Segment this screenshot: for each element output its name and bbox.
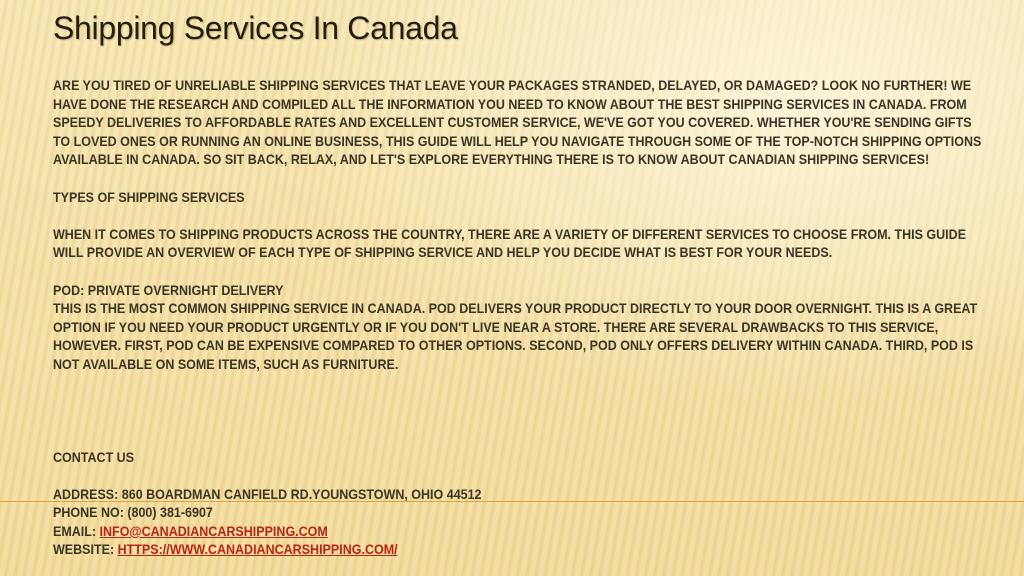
email-link[interactable]: INFO@CANADIANCARSHIPPING.COM — [99, 523, 328, 539]
email-label: EMAIL: — [53, 523, 100, 539]
contact-address: ADDRESS: 860 BOARDMAN CANFIELD RD.YOUNGSTOWN, OHIO 44512 — [53, 486, 482, 502]
types-heading: TYPES OF SHIPPING SERVICES — [53, 189, 245, 205]
website-label: WEBSITE: — [53, 542, 118, 558]
contact-email-line — [53, 523, 987, 542]
types-paragraph: WHEN IT COMES TO SHIPPING PRODUCTS ACROSS THE COUNTRY, THERE ARE A VARIETY OF DIFFERENT SERVICES TO CHOOSE FROM. THIS GUIDE WILL PROVIDE AN OVERVIEW OF EACH TYPE OF SHIPPING SERVICE AND HELP YOU DECIDE WHAT IS BEST FOR YOUR NEEDS. — [53, 226, 967, 261]
contact-phone: PHONE NO: (800) 381-6907 — [53, 505, 213, 521]
contact-heading: CONTACT US — [53, 449, 135, 465]
pod-heading: POD: PRIVATE OVERNIGHT DELIVERY — [53, 282, 284, 298]
pod-paragraph: THIS IS THE MOST COMMON SHIPPING SERVICE IN CANADA. POD DELIVERS YOUR PRODUCT DIRECTLY TO YOUR DOOR OVERNIGHT. THIS IS A GREAT OPTION IF YOU NEED YOUR PRODUCT URGENTLY OR IF YOU DON'T LIVE NEAR A STORE. THERE ARE SEVERAL DRAWBACKS TO THIS SERVICE, HOWEVER. FIRST, POD CAN BE EXPENSIVE COMPARED TO OTHER OPTIONS. SECOND, POD ONLY OFFERS DELIVERY WITHIN CANADA. THIRD, POD IS NOT AVAILABLE ON SOME ITEMS, SUCH AS FURNITURE. — [53, 301, 978, 372]
slide-body — [53, 77, 987, 560]
intro-paragraph: ARE YOU TIRED OF UNRELIABLE SHIPPING SERVICES THAT LEAVE YOUR PACKAGES STRANDED, DELAYED, OR DAMAGED? LOOK NO FURTHER! WE HAVE DONE THE RESEARCH AND COMPILED ALL THE INFORMATION YOU NEED TO KNOW ABOUT THE BEST SHIPPING SERVICES IN CANADA. FROM SPEEDY DELIVERIES TO AFFORDABLE RATES AND EXCELLENT CUSTOMER SERVICE, WE'VE GOT YOU COVERED. WHETHER YOU'RE SENDING GIFTS TO LOVED ONES OR RUNNING AN ONLINE BUSINESS, THIS GUIDE WILL HELP YOU NAVIGATE THROUGH SOME OF THE TOP-NOTCH SHIPPING OPTIONS AVAILABLE IN CANADA. SO SIT BACK, RELAX, AND LET'S EXPLORE EVERYTHING THERE IS TO KNOW ABOUT CANADIAN SHIPPING SERVICES! — [53, 78, 982, 168]
divider-line — [0, 501, 1024, 502]
contact-website-line — [53, 541, 987, 560]
slide-title: Shipping Services In Canada — [53, 10, 458, 46]
website-link[interactable]: HTTPS://WWW.CANADIANCARSHIPPING.COM/ — [117, 542, 398, 558]
